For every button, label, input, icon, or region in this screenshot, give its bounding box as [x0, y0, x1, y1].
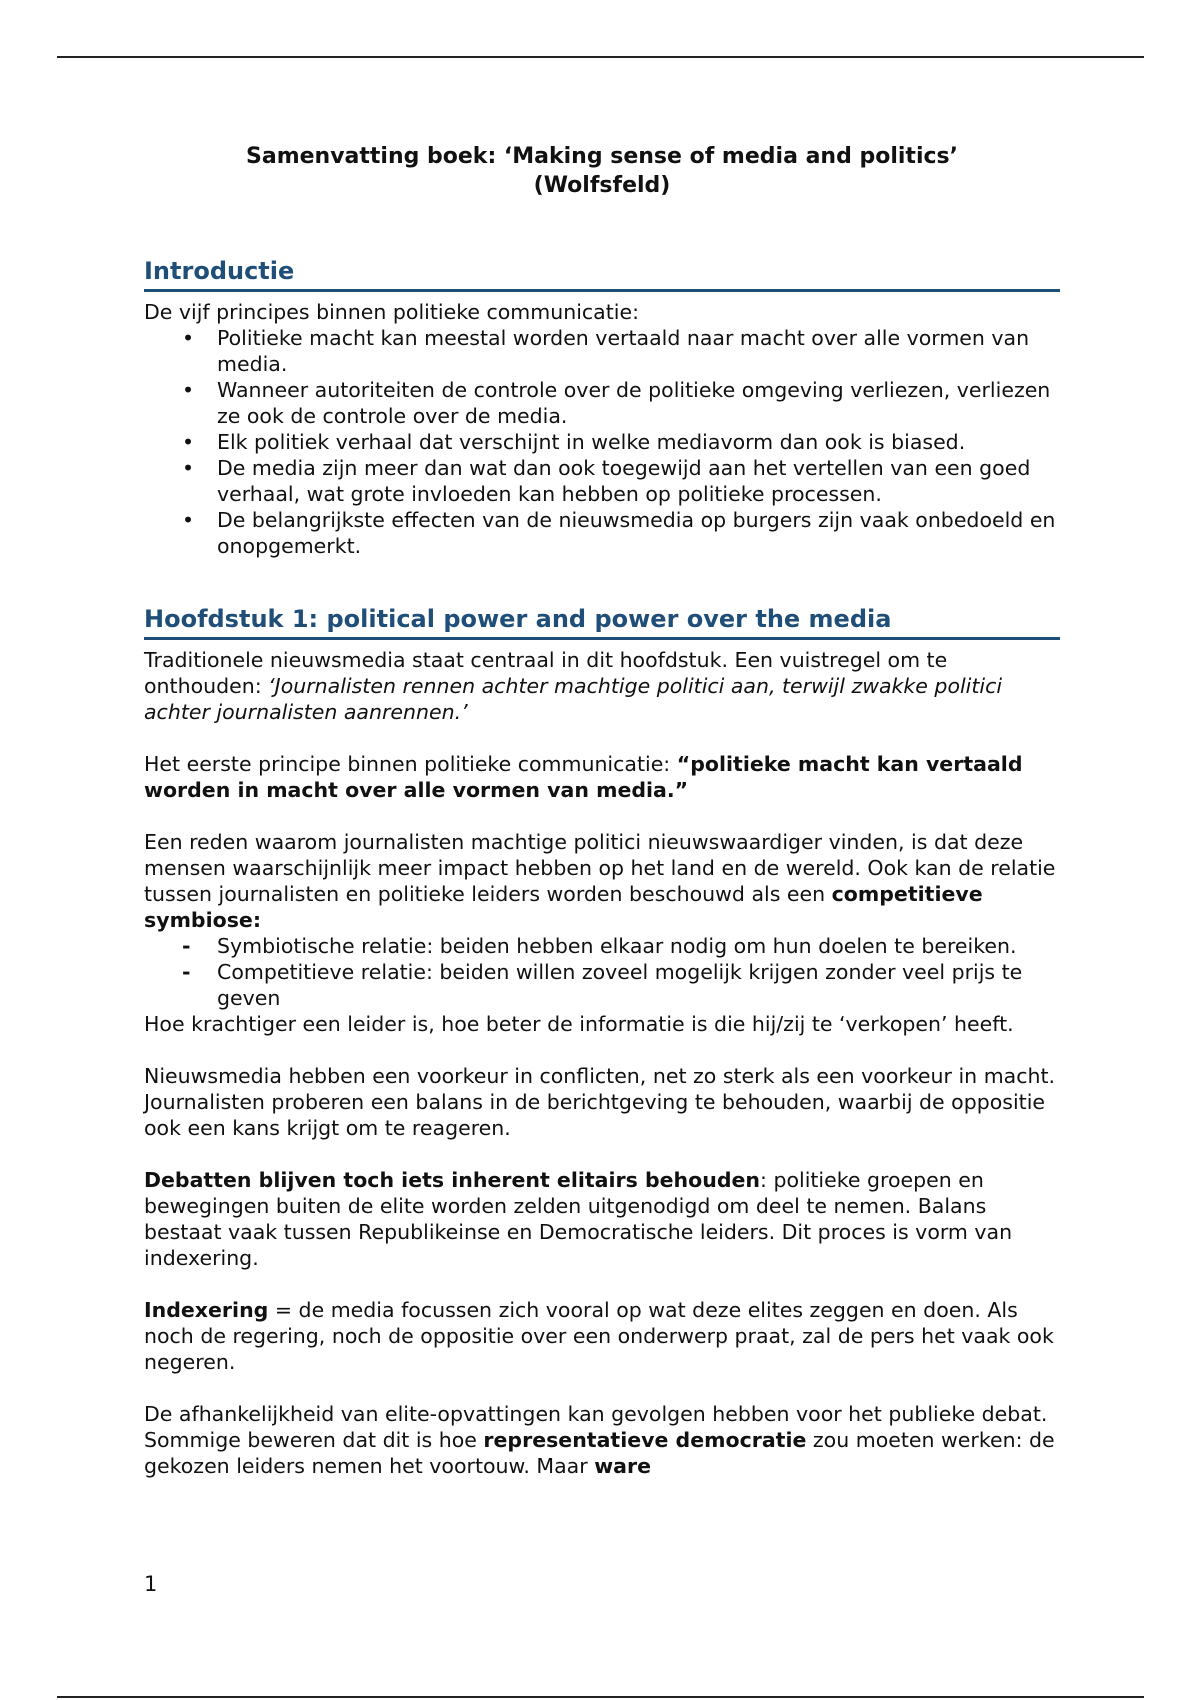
bold-text: competitieve symbiose:	[144, 882, 983, 932]
text: De afhankelijkheid van elite-opvattingen kan gevolgen hebben voor het publieke debat. Sommige beweren dat dit is hoe	[144, 1402, 1048, 1452]
bold-text: representatieve democratie	[483, 1428, 807, 1452]
list-item: • De media zijn meer dan wat dan ook toegewijd aan het vertellen van een goed verhaal, wat grote invloeden kan hebben op politieke processen.	[144, 455, 1060, 507]
list-item: • Elk politiek verhaal dat verschijnt in welke mediavorm dan ook is biased.	[144, 429, 1060, 455]
list-item: - Competitieve relatie: beiden willen zoveel mogelijk krijgen zonder veel prijs te geven	[144, 959, 1060, 1011]
text: = de media focussen zich vooral op wat deze elites zeggen en doen. Als noch de regering, noch de oppositie over een onderwerp praat, zal de pers het vaak ook negeren.	[144, 1298, 1054, 1374]
title-line-1: Samenvatting boek: ‘Making sense of media and politics’	[246, 144, 958, 169]
intro-lead: De vijf principes binnen politieke communicatie:	[144, 300, 639, 324]
title-line-2: (Wolfsfeld)	[533, 173, 671, 198]
list-item: • Wanneer autoriteiten de controle over de politieke omgeving verliezen, verliezen ze ook de controle over de media.	[144, 377, 1060, 429]
paragraph	[144, 751, 1060, 803]
paragraph	[144, 829, 1060, 933]
paragraph	[144, 1401, 1060, 1479]
text: Traditionele nieuwsmedia staat centraal in dit hoofdstuk. Een vuistregel om te onthouden:	[144, 648, 948, 698]
footer-rule	[57, 1696, 1144, 1698]
principles-list	[144, 325, 1060, 559]
text: Een reden waarom journalisten machtige politici nieuwswaardiger vinden, is dat deze mensen waarschijnlijk meer impact hebben op het land en de wereld. Ook kan de relatie tussen journalisten en politieke leiders worden beschouwd als een	[144, 830, 1056, 906]
list-item: - Symbiotische relatie: beiden hebben elkaar nodig om hun doelen te bereiken.	[144, 933, 1060, 959]
relation-list	[144, 933, 1060, 1011]
list-item: • Politieke macht kan meestal worden vertaald naar macht over alle vormen van media.	[144, 325, 1060, 377]
text: : politieke groepen en bewegingen buiten de elite worden zelden uitgenodigd om deel te nemen. Balans bestaat vaak tussen Republikeinse en Democratische leiders. Dit proces is vorm van indexering.	[144, 1168, 1013, 1270]
paragraph	[144, 1167, 1060, 1271]
document-title	[144, 142, 1060, 200]
bold-text: “politieke macht kan vertaald worden in macht over alle vormen van media.”	[144, 752, 1023, 802]
list-item: • De belangrijkste effecten van de nieuwsmedia op burgers zijn vaak onbedoeld en onopgemerkt.	[144, 507, 1060, 559]
page-number: 1	[144, 1572, 158, 1596]
text: Het eerste principe binnen politieke communicatie:	[144, 752, 677, 776]
header-rule	[57, 56, 1144, 58]
bold-text: ware	[594, 1454, 651, 1478]
heading-hoofdstuk-1: Hoofdstuk 1: political power and power over the media	[144, 603, 1060, 640]
heading-introductie: Introductie	[144, 255, 1060, 292]
paragraph	[144, 647, 1060, 725]
quote-text: ‘Journalisten rennen achter machtige politici aan, terwijl zwakke politici achter journalisten aanrennen.’	[144, 674, 1003, 724]
bold-text: Debatten blijven toch iets inherent elitairs behouden	[144, 1168, 761, 1192]
paragraph	[144, 1297, 1060, 1375]
paragraph: Nieuwsmedia hebben een voorkeur in conflicten, net zo sterk als een voorkeur in macht. Journalisten proberen een balans in de berichtgeving te behouden, waarbij de oppositie ook een kans krijgt om te reageren.	[144, 1064, 1056, 1140]
text: zou moeten werken: de gekozen leiders nemen het voortouw. Maar	[144, 1428, 1055, 1478]
paragraph: Hoe krachtiger een leider is, hoe beter de informatie is die hij/zij te ‘verkopen’ heeft.	[144, 1012, 1014, 1036]
bold-text: Indexering	[144, 1298, 269, 1322]
document-body	[144, 120, 1060, 1479]
